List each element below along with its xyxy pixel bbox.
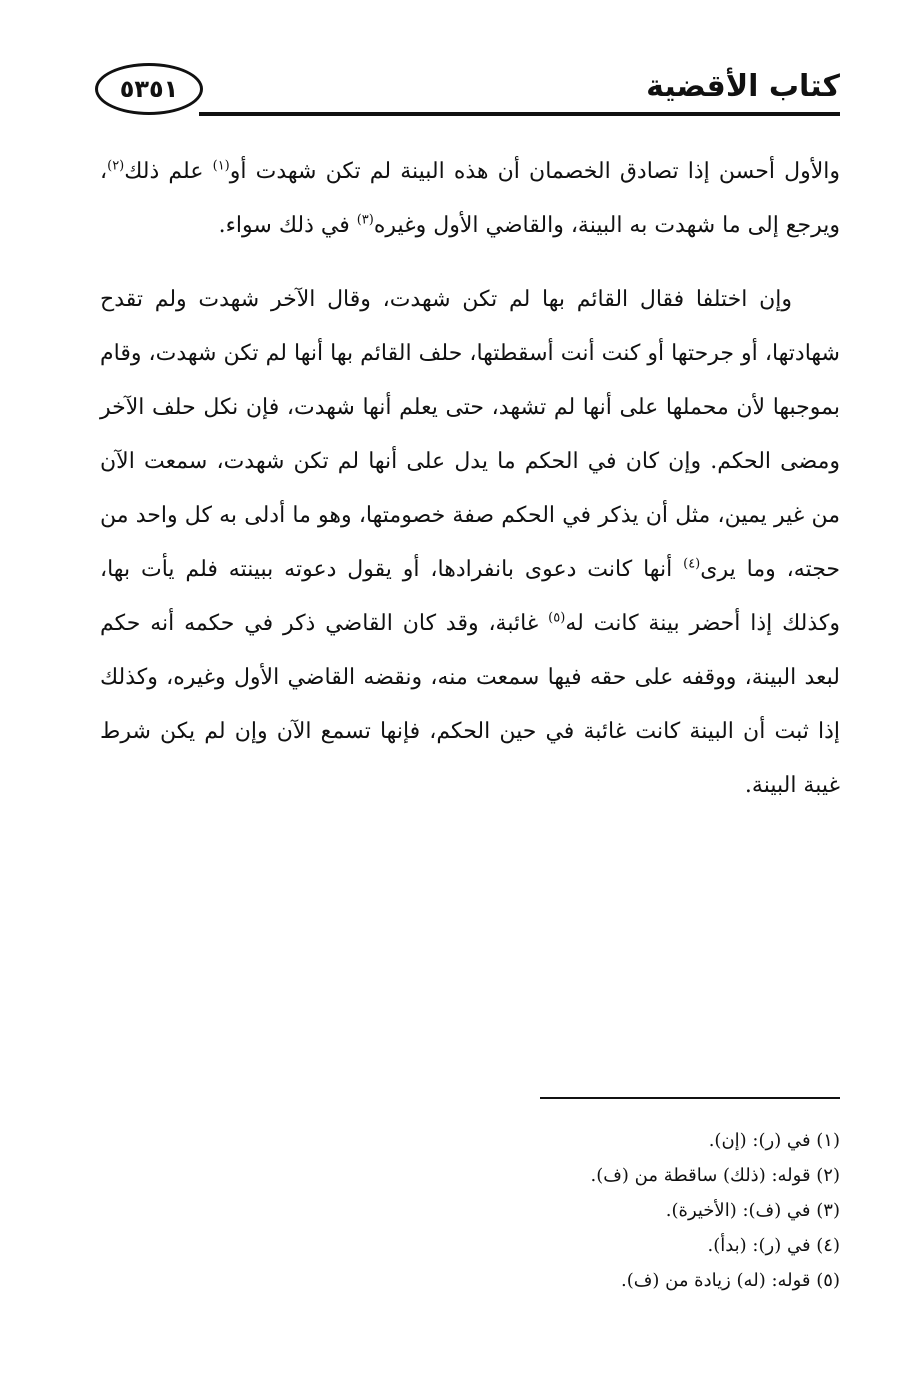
text-run: وإن اختلفا فقال القائم بها لم تكن شهدت، وقال الآخر شهدت ولم تقدح شهادتها، أو جرحتها أو كنت أنت أسقطتها، حلف القائم بها أنها لم تكن شهدت، وقام بموجبها لأن محملها على أنها لم تشهد، حتى يعلم أنها شهدت، فإن نكل حلف الآخر ومضى الحكم. وإن كان في الحكم ما يدل على أنها لم تكن شهدت، سمعت الآن من غير يمين، مثل أن يذكر في الحكم صفة خصومتها، وهو ما أدلى به كل واحد من حجته، وما يرى	[100, 287, 840, 582]
text-run: والأول أحسن إذا تصادق الخصمان أن هذه البينة لم تكن شهدت أو	[229, 159, 840, 184]
text-run: أنها كانت دعوى بانفرادها، أو يقول دعوته ببينته فلم يأت بها، وكذلك إذا أحضر بينة كانت له	[100, 557, 841, 636]
footnote-marker-2: (٢)	[107, 158, 125, 174]
footnote-5: (٥) قوله: (له) زيادة من (ف).	[620, 1270, 840, 1291]
text-run: ، ويرجع إلى ما شهدت به البينة، والقاضي الأول وغيره	[100, 159, 840, 238]
footnote-marker-5: (٥)	[548, 610, 566, 626]
header-rule	[199, 112, 840, 116]
footnote-1: (١) في (ر): (إن).	[708, 1130, 840, 1151]
page-number: ٥٣٥١	[95, 63, 203, 115]
footnote-4: (٤) في (ر): (بدأ).	[707, 1235, 840, 1256]
footnotes	[440, 1123, 840, 1298]
text-run: في ذلك سواء.	[218, 213, 357, 238]
footnote-3: (٣) في (ف): (الأخيرة).	[665, 1200, 840, 1221]
book-title: كتاب الأقضية	[646, 69, 840, 104]
paragraph-2	[100, 273, 840, 813]
footnote-marker-4: (٤)	[683, 556, 701, 572]
footnote-marker-1: (١)	[212, 158, 230, 174]
paragraph-1	[100, 145, 840, 253]
text-run: غائبة، وقد كان القاضي ذكر في حكمه أنه حكم لبعد البينة، ووقفه على حقه فيها سمعت منه، ونقضه القاضي الأول وغيره، وكذلك إذا ثبت أن البينة كانت غائبة في حين الحكم، فإنها تسمع الآن وإن لم يكن شرط غيبة البينة.	[100, 611, 840, 798]
page-header	[95, 55, 840, 135]
footnote-separator	[540, 1097, 840, 1099]
footnote-2: (٢) قوله: (ذلك) ساقطة من (ف).	[590, 1165, 840, 1186]
text-run: علم ذلك	[124, 159, 213, 184]
body-text	[100, 145, 840, 833]
footnote-marker-3: (٣)	[356, 212, 374, 228]
